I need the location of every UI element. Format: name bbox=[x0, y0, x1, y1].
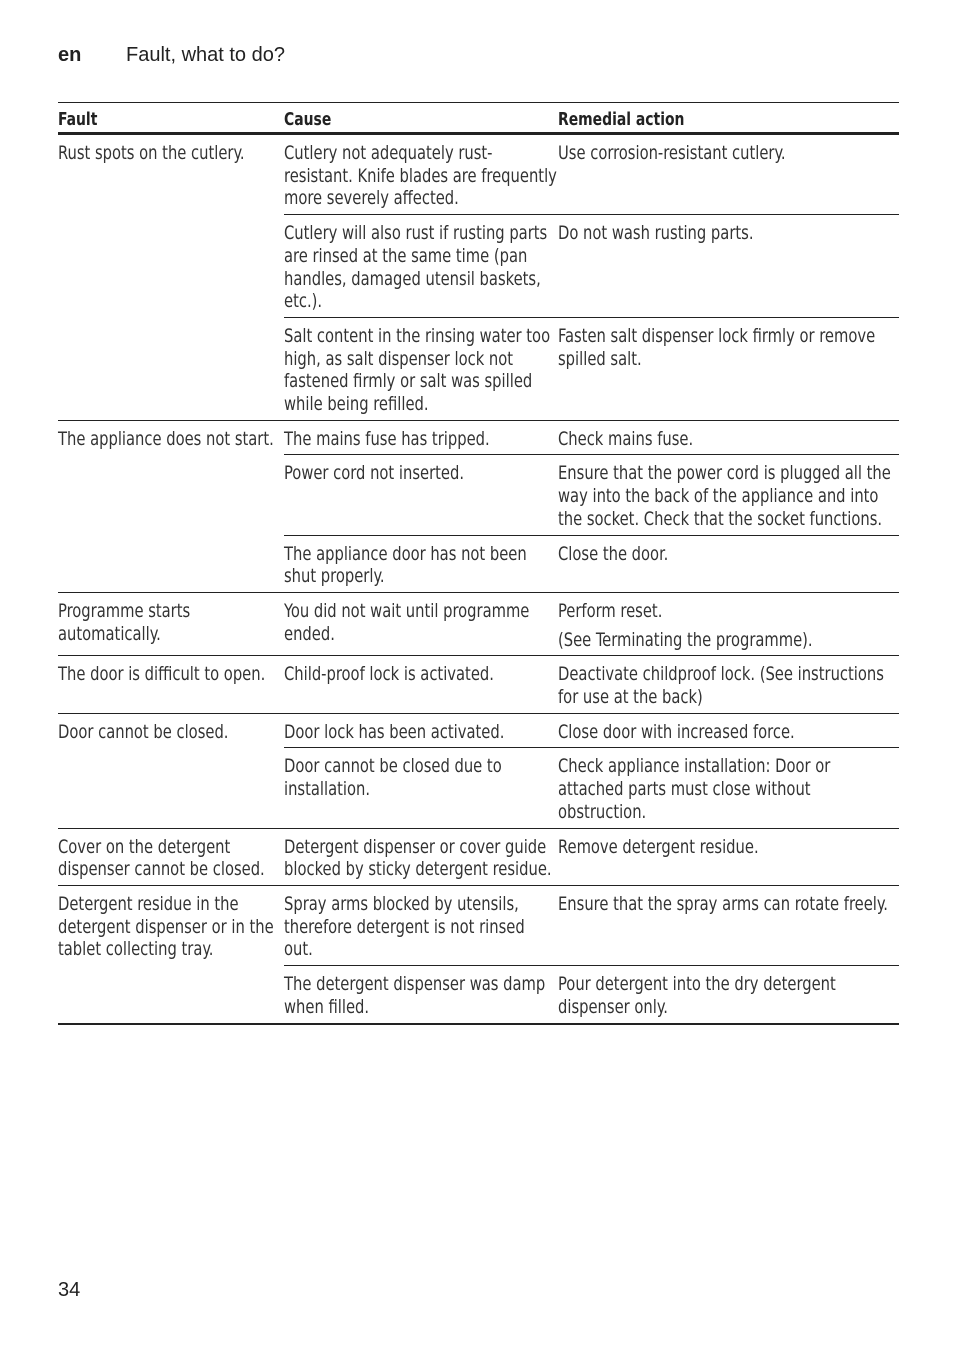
cause-text: You did not wait until programme ended. bbox=[284, 599, 530, 645]
cause-cell bbox=[284, 135, 558, 214]
fault-table bbox=[58, 102, 899, 1025]
remedy-text: Ensure that the spray arms can rotate freely. bbox=[558, 892, 888, 915]
remedy-text: Remove detergent residue. bbox=[558, 835, 759, 858]
remedy-text: Close the door. bbox=[558, 542, 669, 565]
table-row bbox=[284, 135, 899, 214]
table-row bbox=[284, 714, 899, 748]
fault-text: Programme starts automatically. bbox=[58, 599, 191, 645]
fault-text: Cover on the detergent dispenser cannot be closed. bbox=[58, 835, 265, 881]
cause-rows bbox=[284, 593, 899, 655]
fault-group bbox=[58, 713, 899, 828]
header-cause: Cause bbox=[284, 109, 332, 130]
cause-rows bbox=[284, 829, 899, 885]
table-row bbox=[284, 593, 899, 655]
fault-group bbox=[58, 135, 899, 420]
fault-cell bbox=[58, 135, 284, 420]
fault-group bbox=[58, 828, 899, 885]
fault-group bbox=[58, 885, 899, 1023]
page-number: 34 bbox=[58, 1279, 81, 1301]
cause-text: Spray arms blocked by utensils, therefore detergent is not rinsed out. bbox=[284, 892, 525, 961]
cause-text: The detergent dispenser was damp when filled. bbox=[284, 973, 546, 1018]
cause-rows bbox=[284, 886, 899, 1023]
fault-cell bbox=[58, 714, 284, 828]
table-row bbox=[284, 317, 899, 420]
header-remedy: Remedial action bbox=[558, 109, 685, 130]
cause-cell bbox=[284, 966, 558, 1022]
remedy-text: Do not wash rusting parts. bbox=[558, 222, 754, 245]
page-header bbox=[58, 44, 285, 67]
table-row bbox=[284, 965, 899, 1022]
cause-text: Detergent dispenser or cover guide blocked by sticky detergent residue. bbox=[284, 835, 552, 881]
remedy-text: Deactivate childproof lock. (See instructions for use at the back) bbox=[558, 663, 884, 709]
cause-cell bbox=[284, 215, 558, 317]
language-code: en bbox=[58, 44, 82, 66]
cause-text: Cutlery will also rust if rusting parts are rinsed at the same time (pan handles, damaged utensil baskets, etc.). bbox=[284, 222, 548, 313]
table-row bbox=[284, 421, 899, 455]
table-row bbox=[284, 214, 899, 317]
remedy-cell bbox=[558, 421, 899, 455]
cause-cell bbox=[284, 318, 558, 420]
fault-text: Door cannot be closed. bbox=[58, 720, 229, 743]
cause-rows bbox=[284, 714, 899, 828]
cause-cell bbox=[284, 829, 558, 885]
remedy-note: (See Terminating the programme). bbox=[558, 628, 813, 651]
cause-rows bbox=[284, 656, 899, 712]
cause-cell bbox=[284, 748, 558, 827]
fault-cell bbox=[58, 829, 284, 885]
header-fault: Fault bbox=[58, 109, 98, 130]
fault-group bbox=[58, 420, 899, 592]
cause-cell bbox=[284, 455, 558, 534]
remedy-text: Close door with increased force. bbox=[558, 720, 795, 743]
cause-rows bbox=[284, 421, 899, 592]
remedy-cell bbox=[558, 714, 899, 748]
table-row bbox=[284, 829, 899, 885]
cause-rows bbox=[284, 135, 899, 420]
remedy-text: Check appliance installation: Door or attached parts must close without obstruction. bbox=[558, 755, 831, 823]
table-row bbox=[284, 886, 899, 965]
table-header bbox=[58, 103, 899, 135]
fault-group bbox=[58, 592, 899, 655]
cause-text: The appliance door has not been shut properly. bbox=[284, 542, 527, 588]
remedy-cell bbox=[558, 748, 899, 827]
fault-cell bbox=[58, 656, 284, 712]
section-title: Fault, what to do? bbox=[126, 44, 285, 66]
remedy-text: Use corrosion-resistant cutlery. bbox=[558, 142, 786, 164]
remedy-text: Ensure that the power cord is plugged all the way into the back of the appliance and into the socket. Check that the socket functions. bbox=[558, 462, 891, 530]
remedy-cell bbox=[558, 966, 899, 1022]
remedy-cell bbox=[558, 455, 899, 534]
fault-cell bbox=[58, 421, 284, 592]
cause-cell bbox=[284, 656, 558, 712]
remedy-text: Check mains fuse. bbox=[558, 427, 694, 450]
cause-cell bbox=[284, 536, 558, 592]
fault-cell bbox=[58, 886, 284, 1023]
cause-text: Power cord not inserted. bbox=[284, 462, 465, 485]
remedy-cell bbox=[558, 215, 899, 317]
fault-text: Detergent residue in the detergent dispenser or in the tablet collecting tray. bbox=[58, 892, 274, 961]
table-row bbox=[284, 747, 899, 827]
remedy-text: Fasten salt dispenser lock firmly or remove spilled salt. bbox=[558, 324, 876, 370]
remedy-cell bbox=[558, 593, 899, 655]
cause-cell bbox=[284, 714, 558, 748]
cause-cell bbox=[284, 593, 558, 655]
remedy-cell bbox=[558, 318, 899, 420]
table-row bbox=[284, 454, 899, 534]
table-row bbox=[284, 656, 899, 712]
remedy-cell bbox=[558, 829, 899, 885]
table-row bbox=[284, 535, 899, 592]
cause-text: Salt content in the rinsing water too high, as salt dispenser lock not fastened firmly or salt was spilled while being refilled. bbox=[284, 324, 551, 416]
cause-text: Door lock has been activated. bbox=[284, 720, 505, 743]
cause-text: Door cannot be closed due to installation. bbox=[284, 755, 502, 801]
remedy-cell bbox=[558, 886, 899, 965]
cause-cell bbox=[284, 886, 558, 965]
remedy-cell bbox=[558, 135, 899, 214]
cause-text: The mains fuse has tripped. bbox=[284, 427, 490, 450]
cause-text: Cutlery not adequately rust-resistant. Knife blades are frequently more severely affected. bbox=[284, 142, 557, 210]
fault-text: Rust spots on the cutlery. bbox=[58, 142, 245, 164]
cause-text: Child-proof lock is activated. bbox=[284, 663, 494, 686]
fault-cell bbox=[58, 593, 284, 655]
remedy-text: Perform reset. bbox=[558, 599, 663, 622]
remedy-text: Pour detergent into the dry detergent dispenser only. bbox=[558, 973, 836, 1018]
fault-group bbox=[58, 655, 899, 712]
remedy-cell bbox=[558, 656, 899, 712]
fault-text: The appliance does not start. bbox=[58, 427, 274, 450]
remedy-cell bbox=[558, 536, 899, 592]
fault-text: The door is difficult to open. bbox=[58, 663, 266, 686]
cause-cell bbox=[284, 421, 558, 455]
table-body bbox=[58, 135, 899, 1023]
